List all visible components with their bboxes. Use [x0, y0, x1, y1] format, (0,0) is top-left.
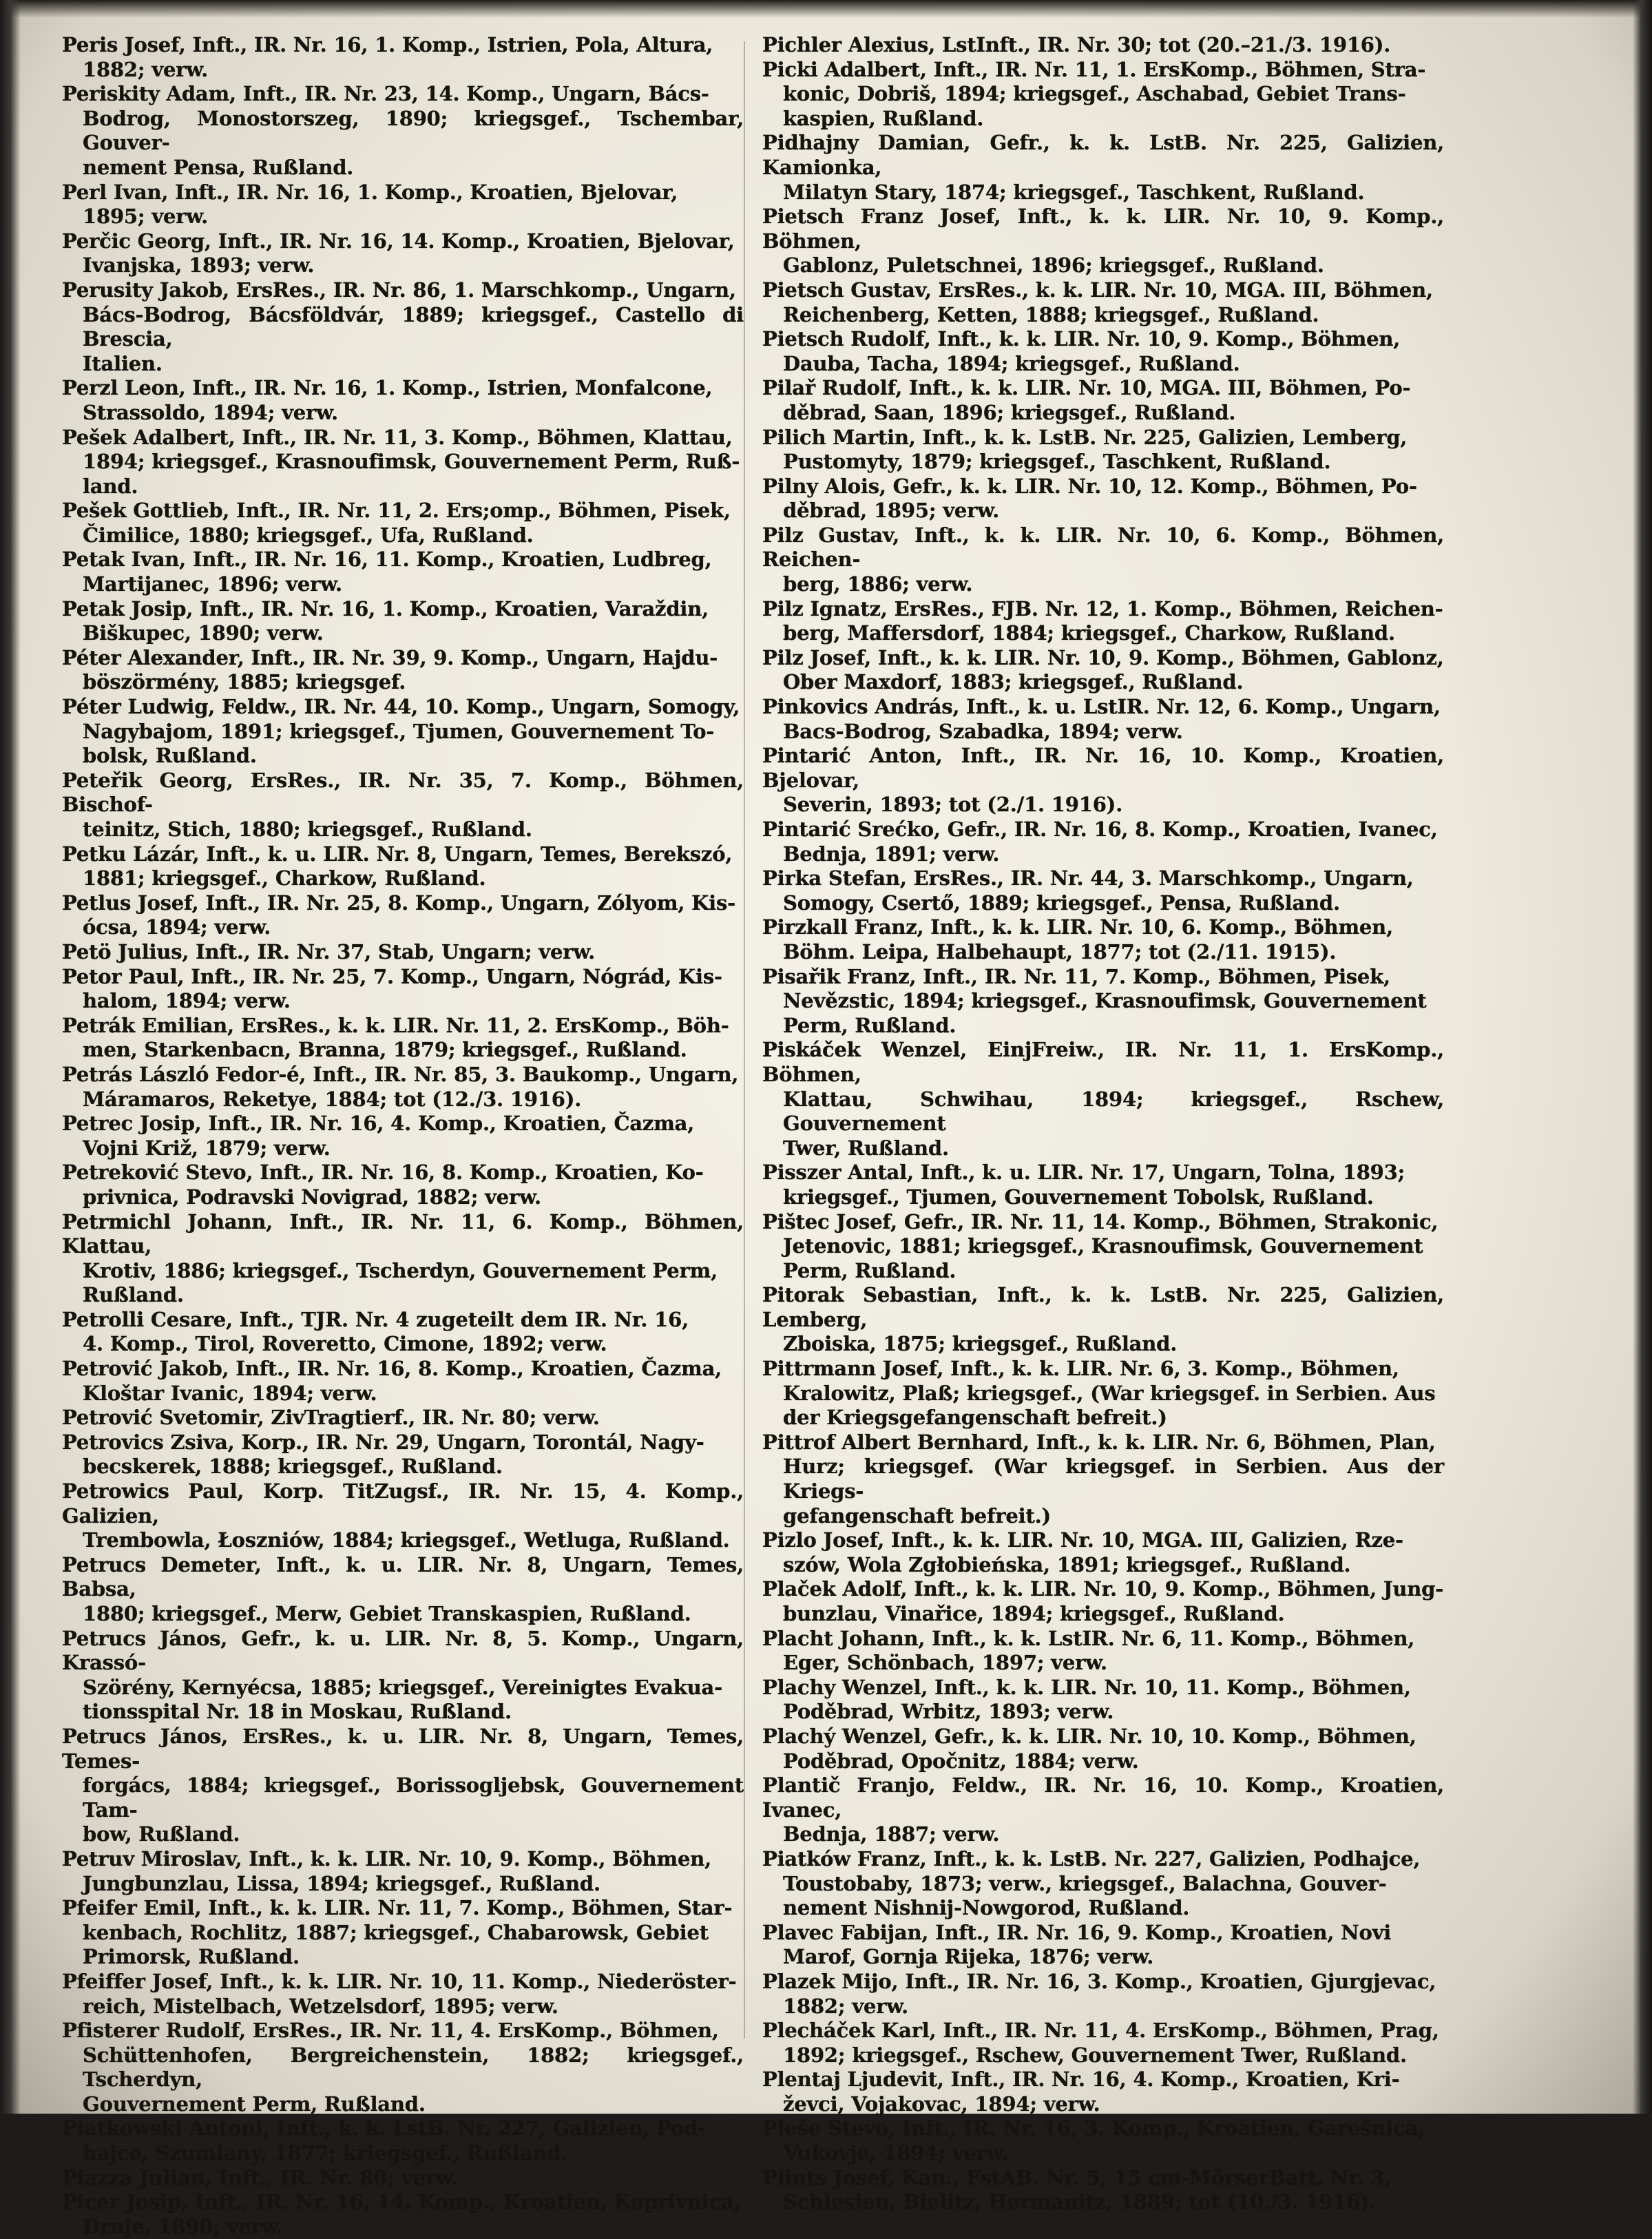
entry-first-line: Petrović Svetomir, ZivTragtierf., IR. Nr. 80; verw.	[62, 1406, 600, 1430]
register-entry	[62, 278, 744, 376]
entry-first-line: Pitorak Sebastian, Inft., k. k. LstB. Nr. 225, Galizien, Lemberg,	[762, 1283, 1444, 1331]
entry-continuation-line: Pustomyty, 1879; kriegsgef., Taschkent, Rußland.	[783, 450, 1331, 474]
entry-first-line: Petrás László Fedor-é, Inft., IR. Nr. 85, 3. Baukomp., Ungarn,	[62, 1062, 739, 1086]
entry-continuation-line: Biškupec, 1890; verw.	[83, 621, 324, 645]
entry-first-line: Pfeiffer Josef, Inft., k. k. LIR. Nr. 10, 11. Komp., Niederöster-	[62, 1969, 737, 1993]
entry-continuation-line: nement Pensa, Rußland.	[83, 155, 354, 179]
register-entry	[62, 695, 744, 769]
register-entry	[762, 2068, 1444, 2116]
entry-continuation-line: 1881; kriegsgef., Charkow, Rußland.	[83, 866, 486, 891]
entry-continuation-line: Szörény, Kernyécsa, 1885; kriegsgef., Vereinigtes Evakua-	[83, 1675, 722, 1699]
left-column	[62, 33, 744, 2238]
entry-continuation-line: Kloštar Ivanic, 1894; verw.	[83, 1381, 377, 1405]
top-edge-shadow	[0, 0, 1652, 18]
entry-first-line: Petrák Emilian, ErsRes., k. k. LIR. Nr. 11, 2. ErsKomp., Böh-	[62, 1013, 729, 1037]
register-entry	[62, 1406, 744, 1430]
entry-first-line: Plints Josef, Kan., FstAB. Nr. 5, 15 cm-MörserBatt. Nr. 3,	[762, 2165, 1392, 2189]
entry-first-line: Pietsch Rudolf, Inft., k. k. LIR. Nr. 10, 9. Komp., Böhmen,	[762, 327, 1401, 351]
entry-first-line: Peteřik Georg, ErsRes., IR. Nr. 35, 7. Komp., Böhmen, Bischof-	[62, 768, 744, 817]
register-entry	[62, 499, 744, 548]
entry-first-line: Pilař Rudolf, Inft., k. k. LIR. Nr. 10, MGA. III, Böhmen, Po-	[762, 376, 1411, 400]
entry-first-line: Piatkowski Antoni, Inft., k. k. LstB. Nr. 227, Galizien, Pod-	[62, 2116, 707, 2141]
register-entry	[62, 1160, 744, 1209]
entry-continuation-line: men, Starkenbacn, Branna, 1879; kriegsgef., Rußland.	[83, 1038, 687, 1062]
entry-first-line: Petrowics Paul, Korp. TitZugsf., IR. Nr. 15, 4. Komp., Galizien,	[62, 1479, 744, 1528]
register-entry	[762, 1921, 1444, 1970]
entry-continuation-line: děbrad, 1895; verw.	[783, 499, 999, 523]
entry-continuation-line: bolsk, Rußland.	[83, 744, 257, 768]
register-entry	[762, 1160, 1444, 1209]
entry-continuation-line: Máramaros, Reketye, 1884; tot (12./3. 1916).	[83, 1087, 582, 1111]
entry-continuation-line: Hurz; kriegsgef. (War kriegsgef. in Serbien. Aus der Kriegs-	[783, 1455, 1444, 1503]
entry-continuation-line: reich, Mistelbach, Wetzelsdorf, 1895; verw.	[83, 1994, 558, 2018]
register-entry	[762, 131, 1444, 205]
entry-continuation-line: Nagybajom, 1891; kriegsgef., Tjumen, Gouvernement To-	[83, 719, 715, 743]
entry-continuation-line: Ivanjska, 1893; verw.	[83, 253, 315, 278]
entry-continuation-line: Bács-Bodrog, Bácsföldvár, 1889; kriegsgef., Castello di Brescia,	[83, 302, 744, 351]
register-entry	[762, 866, 1444, 915]
register-entry	[62, 1627, 744, 1725]
register-entry	[62, 2190, 744, 2239]
register-entry	[762, 915, 1444, 964]
entry-first-line: Perzl Leon, Inft., IR. Nr. 16, 1. Komp., Istrien, Monfalcone,	[62, 376, 713, 400]
register-entry	[762, 205, 1444, 278]
entry-continuation-line: 1895; verw.	[83, 205, 209, 229]
register-entry	[762, 58, 1444, 132]
register-entry	[62, 965, 744, 1014]
entry-first-line: Plachý Wenzel, Gefr., k. k. LIR. Nr. 10, 10. Komp., Böhmen,	[762, 1724, 1416, 1748]
register-entry	[62, 1112, 744, 1160]
entry-continuation-line: Bodrog, Monostorszeg, 1890; kriegsgef., Tschembar, Gouver-	[83, 106, 744, 155]
entry-first-line: Petrucs Demeter, Inft., k. u. LIR. Nr. 8, Ungarn, Temes, Babsa,	[62, 1552, 744, 1601]
entry-continuation-line: halom, 1894; verw.	[83, 989, 291, 1013]
entry-first-line: Petku Lázár, Inft., k. u. LIR. Nr. 8, Ungarn, Temes, Berekszó,	[62, 842, 733, 866]
entry-first-line: Pilich Martin, Inft., k. k. LstB. Nr. 225, Galizien, Lemberg,	[762, 425, 1408, 449]
entry-first-line: Pešek Adalbert, Inft., IR. Nr. 11, 3. Komp., Böhmen, Klattau,	[62, 425, 733, 449]
register-entry	[762, 1725, 1444, 1773]
entry-first-line: Periskity Adam, Inft., IR. Nr. 23, 14. Komp., Ungarn, Bács-	[62, 82, 709, 106]
entry-first-line: Pilz Gustav, Inft., k. k. LIR. Nr. 10, 6. Komp., Böhmen, Reichen-	[762, 523, 1444, 572]
entry-first-line: Plantič Franjo, Feldw., IR. Nr. 16, 10. Komp., Kroatien, Ivanec,	[762, 1773, 1444, 1822]
entry-first-line: Pilz Josef, Inft., k. k. LIR. Nr. 10, 9. Komp., Böhmen, Gablonz,	[762, 645, 1444, 669]
entry-continuation-line: Krotiv, 1886; kriegsgef., Tscherdyn, Gouvernement Perm,	[83, 1258, 718, 1282]
register-entry	[762, 33, 1444, 58]
register-entry	[62, 1553, 744, 1627]
entry-continuation-line: kriegsgef., Tjumen, Gouvernement Tobolsk, Rußland.	[783, 1185, 1374, 1209]
register-entry	[762, 744, 1444, 818]
entry-first-line: Petak Ivan, Inft., IR. Nr. 16, 11. Komp., Kroatien, Ludbreg,	[62, 548, 712, 572]
entry-continuation-line: Klattau, Schwihau, 1894; kriegsgef., Rschew, Gouvernement	[783, 1087, 1444, 1136]
entry-first-line: Piatków Franz, Inft., k. k. LstB. Nr. 227, Galizien, Podhajce,	[762, 1846, 1421, 1871]
entry-first-line: Plaček Adolf, Inft., k. k. LIR. Nr. 10, 9. Komp., Böhmen, Jung-	[762, 1577, 1444, 1601]
register-entry	[762, 1528, 1444, 1577]
entry-first-line: Plazek Mijo, Inft., IR. Nr. 16, 3. Komp., Kroatien, Gjurgjevac,	[762, 1969, 1436, 1993]
entry-continuation-line: Kralowitz, Plaß; kriegsgef., (War kriegsgef. in Serbien. Aus	[783, 1381, 1436, 1405]
entry-continuation-line: nement Nishnij-Nowgorod, Rußland.	[783, 1896, 1190, 1920]
entry-continuation-line: Marof, Gornja Rijeka, 1876; verw.	[783, 1945, 1154, 1969]
right-edge-shadow	[1633, 0, 1652, 2114]
entry-first-line: Petrolli Cesare, Inft., TJR. Nr. 4 zugeteilt dem IR. Nr. 16,	[62, 1307, 689, 1331]
register-entry	[62, 2166, 744, 2191]
entry-continuation-line: tionsspital Nr. 18 in Moskau, Rußland.	[83, 1700, 512, 1724]
register-entry	[62, 2019, 744, 2116]
entry-first-line: Pintarić Srećko, Gefr., IR. Nr. 16, 8. Komp., Kroatien, Ivanec,	[762, 818, 1438, 841]
register-entry	[762, 475, 1444, 523]
register-entry	[762, 2166, 1444, 2215]
entry-continuation-line: Böhm. Leipa, Halbehaupt, 1877; tot (2./11. 1915).	[783, 939, 1337, 964]
entry-continuation-line: ževci, Vojakovac, 1894; verw.	[783, 2092, 1100, 2116]
register-entry	[62, 1896, 744, 1970]
entry-first-line: Péter Alexander, Inft., IR. Nr. 39, 9. Komp., Ungarn, Hajdu-	[62, 645, 718, 669]
entry-first-line: Petrec Josip, Inft., IR. Nr. 16, 4. Komp., Kroatien, Čazma,	[62, 1112, 695, 1136]
entry-first-line: Plachy Wenzel, Inft., k. k. LIR. Nr. 10, 11. Komp., Böhmen,	[762, 1675, 1411, 1699]
register-entry	[762, 818, 1444, 866]
entry-continuation-line: 1882; verw.	[783, 1994, 909, 2018]
entry-first-line: Perl Ivan, Inft., IR. Nr. 16, 1. Komp., Kroatien, Bjelovar,	[62, 180, 678, 204]
entry-continuation-line: Vojni Križ, 1879; verw.	[83, 1136, 331, 1160]
entry-continuation-line: Reichenberg, Ketten, 1888; kriegsgef., Rußland.	[783, 302, 1319, 326]
entry-first-line: Petrović Jakob, Inft., IR. Nr. 16, 8. Komp., Kroatien, Čazma,	[62, 1357, 722, 1381]
entry-continuation-line: Poděbrad, Wrbitz, 1893; verw.	[783, 1700, 1114, 1724]
entry-first-line: Péter Ludwig, Feldw., IR. Nr. 44, 10. Komp., Ungarn, Somogy,	[62, 695, 740, 719]
entry-first-line: Piazza Julian, Inft., IR. Nr. 80; verw.	[62, 2165, 458, 2189]
entry-first-line: Picki Adalbert, Inft., IR. Nr. 11, 1. ErsKomp., Böhmen, Stra-	[762, 57, 1426, 81]
register-entry	[762, 1773, 1444, 1847]
entry-continuation-line: Italien.	[83, 351, 163, 375]
entry-first-line: Petrovics Zsiva, Korp., IR. Nr. 29, Ungarn, Torontál, Nagy-	[62, 1430, 704, 1454]
entry-continuation-line: szów, Wola Zgłobieńska, 1891; kriegsgef., Rußland.	[783, 1552, 1351, 1576]
entry-continuation-line: děbrad, Saan, 1896; kriegsgef., Rußland.	[783, 400, 1236, 424]
entry-continuation-line: Rußland.	[83, 1283, 184, 1307]
register-entry	[62, 1014, 744, 1063]
entry-continuation-line: Jetenovic, 1881; kriegsgef., Krasnoufimsk, Gouvernement	[783, 1234, 1423, 1258]
entry-first-line: Petreković Stevo, Inft., IR. Nr. 16, 8. Komp., Kroatien, Ko-	[62, 1160, 704, 1185]
entry-continuation-line: Severin, 1893; tot (2./1. 1916).	[783, 793, 1123, 817]
register-entry	[762, 1577, 1444, 1626]
entry-continuation-line: land.	[83, 474, 138, 498]
entry-first-line: Pietsch Gustav, ErsRes., k. k. LIR. Nr. 10, MGA. III, Böhmen,	[762, 278, 1433, 302]
register-entry	[62, 1970, 744, 2019]
entry-continuation-line: berg, Maffersdorf, 1884; kriegsgef., Charkow, Rußland.	[783, 621, 1395, 645]
entry-continuation-line: Bednja, 1891; verw.	[783, 842, 1000, 866]
entry-continuation-line: Čimilice, 1880; kriegsgef., Ufa, Rußland.	[83, 523, 534, 547]
register-entry	[762, 1970, 1444, 2019]
register-entry	[62, 1063, 744, 1112]
entry-first-line: Pisszer Antal, Inft., k. u. LIR. Nr. 17, Ungarn, Tolna, 1893;	[762, 1160, 1405, 1185]
register-entry	[762, 2116, 1444, 2165]
entry-continuation-line: 1880; kriegsgef., Merw, Gebiet Transkaspien, Rußland.	[83, 1602, 691, 1625]
entry-continuation-line: gefangenschaft befreit.)	[783, 1503, 1052, 1528]
register-entry	[62, 1479, 744, 1553]
register-entry	[62, 548, 744, 596]
entry-first-line: Plavec Fabijan, Inft., IR. Nr. 16, 9. Komp., Kroatien, Novi	[762, 1920, 1392, 1944]
entry-first-line: Pilny Alois, Gefr., k. k. LIR. Nr. 10, 12. Komp., Böhmen, Po-	[762, 474, 1417, 498]
entry-continuation-line: Perm, Rußland.	[783, 1258, 956, 1282]
entry-continuation-line: hajce, Szumlany, 1877; kriegsgef., Rußland.	[83, 2141, 568, 2165]
entry-first-line: Petrucs János, ErsRes., k. u. LIR. Nr. 8, Ungarn, Temes, Temes-	[62, 1724, 744, 1773]
entry-first-line: Pilz Ignatz, ErsRes., FJB. Nr. 12, 1. Komp., Böhmen, Reichen-	[762, 596, 1443, 621]
entry-continuation-line: Somogy, Csertő, 1889; kriegsgef., Pensa, Rußland.	[783, 891, 1340, 915]
entry-continuation-line: Toustobaby, 1873; verw., kriegsgef., Balachna, Gouver-	[783, 1871, 1387, 1895]
register-entry	[62, 769, 744, 842]
register-entry	[762, 1676, 1444, 1725]
entry-continuation-line: Strassoldo, 1894; verw.	[83, 400, 338, 424]
entry-continuation-line: Trembowla, Łoszniów, 1884; kriegsgef., Wetluga, Rußland.	[83, 1528, 730, 1552]
entry-first-line: Petlus Josef, Inft., IR. Nr. 25, 8. Komp., Ungarn, Zólyom, Kis-	[62, 891, 735, 915]
entry-first-line: Pinkovics András, Inft., k. u. LstIR. Nr. 12, 6. Komp., Ungarn,	[762, 695, 1441, 719]
entry-continuation-line: Bacs-Bodrog, Szabadka, 1894; verw.	[783, 719, 1183, 743]
entry-first-line: Pidhajny Damian, Gefr., k. k. LstB. Nr. 225, Galizien, Kamionka,	[762, 131, 1444, 179]
register-entry	[62, 1725, 744, 1847]
entry-first-line: Petor Paul, Inft., IR. Nr. 25, 7. Komp., Ungarn, Nógrád, Kis-	[62, 964, 722, 988]
entry-continuation-line: Schüttenhofen, Bergreichenstein, 1882; kriegsgef., Tscherdyn,	[83, 2043, 744, 2092]
register-entry	[62, 597, 744, 646]
entry-first-line: Pizlo Josef, Inft., k. k. LIR. Nr. 10, MGA. III, Galizien, Rze-	[762, 1528, 1403, 1552]
entry-continuation-line: Milatyn Stary, 1874; kriegsgef., Taschkent, Rußland.	[783, 180, 1365, 204]
register-entry	[762, 646, 1444, 695]
entry-continuation-line: Perm, Rußland.	[783, 1013, 956, 1037]
register-entry	[62, 229, 744, 278]
entry-continuation-line: kenbach, Rochlitz, 1887; kriegsgef., Chabarowsk, Gebiet	[83, 1920, 709, 1944]
register-entry	[762, 1430, 1444, 1528]
entry-continuation-line: Martijanec, 1896; verw.	[83, 572, 342, 596]
entry-first-line: Petrucs János, Gefr., k. u. LIR. Nr. 8, 5. Komp., Ungarn, Krassó-	[62, 1626, 744, 1675]
entry-continuation-line: Bednja, 1887; verw.	[783, 1822, 1000, 1846]
entry-first-line: Pintarić Anton, Inft., IR. Nr. 16, 10. Komp., Kroatien, Bjelovar,	[762, 744, 1444, 792]
entry-first-line: Pirka Stefan, ErsRes., IR. Nr. 44, 3. Marschkomp., Ungarn,	[762, 866, 1414, 891]
register-entry	[62, 940, 744, 965]
entry-continuation-line: Jungbunzlau, Lissa, 1894; kriegsgef., Rußland.	[83, 1871, 600, 1895]
entry-first-line: Pichler Alexius, LstInft., IR. Nr. 30; tot (20.–21./3. 1916).	[762, 33, 1391, 56]
register-entry	[762, 1357, 1444, 1430]
entry-first-line: Perusity Jakob, ErsRes., IR. Nr. 86, 1. Marschkomp., Ungarn,	[62, 278, 736, 302]
entry-continuation-line: Vukovje, 1894; verw.	[783, 2141, 1009, 2165]
entry-first-line: Pleše Stevo, Inft., IR. Nr. 16, 3. Komp., Kroatien, Garešnica,	[762, 2116, 1425, 2141]
entry-continuation-line: Eger, Schönbach, 1897; verw.	[783, 1651, 1107, 1675]
register-entry	[62, 1210, 744, 1308]
entry-first-line: Placht Johann, Inft., k. k. LstIR. Nr. 6, 11. Komp., Böhmen,	[762, 1626, 1415, 1650]
register-entry	[62, 1847, 744, 1896]
entry-continuation-line: privnica, Podravski Novigrad, 1882; verw.	[83, 1185, 541, 1209]
entry-continuation-line: Zboiska, 1875; kriegsgef., Rußland.	[783, 1332, 1178, 1356]
entry-first-line: Plentaj Ljudevit, Inft., IR. Nr. 16, 4. Komp., Kroatien, Kri-	[762, 2068, 1400, 2092]
entry-continuation-line: berg, 1886; verw.	[783, 572, 973, 596]
entry-continuation-line: Dauba, Tacha, 1894; kriegsgef., Rußland.	[783, 351, 1240, 375]
register-entry	[62, 1357, 744, 1406]
entry-first-line: Petö Julius, Inft., IR. Nr. 37, Stab, Ungarn; verw.	[62, 939, 596, 964]
register-entry	[762, 1627, 1444, 1676]
right-column	[762, 33, 1444, 2214]
entry-first-line: Plecháček Karl, Inft., IR. Nr. 11, 4. ErsKomp., Böhmen, Prag,	[762, 2019, 1439, 2043]
register-entry	[762, 1210, 1444, 1284]
entry-first-line: Petak Josip, Inft., IR. Nr. 16, 1. Komp., Kroatien, Varaždin,	[62, 596, 709, 621]
entry-continuation-line: Gablonz, Puletschnei, 1896; kriegsgef., Rußland.	[783, 253, 1324, 278]
entry-first-line: Petrmichl Johann, Inft., IR. Nr. 11, 6. Komp., Böhmen, Klattau,	[62, 1209, 744, 1258]
entry-continuation-line: 1882; verw.	[83, 57, 209, 81]
register-entry	[762, 2019, 1444, 2068]
entry-continuation-line: kaspien, Rußland.	[783, 106, 984, 130]
entry-continuation-line: teinitz, Stich, 1880; kriegsgef., Rußland.	[83, 818, 532, 841]
entry-continuation-line: forgács, 1884; kriegsgef., Borissoglјebsk, Gouvernement Tam-	[83, 1773, 744, 1822]
entry-continuation-line: Primorsk, Rußland.	[83, 1945, 300, 1969]
entry-first-line: Pešek Gottlieb, Inft., IR. Nr. 11, 2. Ers;omp., Böhmen, Pisek,	[62, 499, 731, 523]
register-entry	[762, 523, 1444, 597]
entry-continuation-line: böszörmény, 1885; kriegsgef.	[83, 670, 406, 694]
register-entry	[62, 1308, 744, 1357]
register-entry	[762, 327, 1444, 376]
register-entry	[62, 842, 744, 891]
entry-continuation-line: Gouvernement Perm, Rußland.	[83, 2092, 426, 2116]
register-entry	[62, 82, 744, 180]
entry-first-line: Pfeifer Emil, Inft., k. k. LIR. Nr. 11, 7. Komp., Böhmen, Star-	[62, 1896, 733, 1920]
entry-continuation-line: 1894; kriegsgef., Krasnoufimsk, Gouvernement Perm, Ruß-	[83, 450, 740, 474]
entry-continuation-line: Schlesien, Bielitz, Hermanitz, 1889; tot (10./3. 1916).	[783, 2190, 1377, 2214]
entry-continuation-line: 1892; kriegsgef., Rschew, Gouvernement Twer, Rußland.	[783, 2043, 1407, 2067]
entry-first-line: Pittrmann Josef, Inft., k. k. LIR. Nr. 6, 3. Komp., Böhmen,	[762, 1357, 1399, 1381]
entry-continuation-line: der Kriegsgefangenschaft befreit.)	[783, 1406, 1167, 1430]
entry-continuation-line: Poděbrad, Opočnitz, 1884; verw.	[783, 1749, 1139, 1773]
entry-first-line: Picer Josip, Inft., IR. Nr. 16, 14. Komp., Kroatien, Koprivnica,	[62, 2190, 741, 2214]
register-entry	[62, 1430, 744, 1479]
register-entry	[62, 646, 744, 695]
register-entry	[762, 1847, 1444, 1921]
register-entry	[762, 376, 1444, 425]
register-entry	[762, 278, 1444, 327]
register-entry	[762, 426, 1444, 475]
entry-continuation-line: bow, Rußland.	[83, 1822, 240, 1846]
register-entry	[62, 891, 744, 940]
register-entry	[762, 597, 1444, 646]
entry-continuation-line: Ober Maxdorf, 1883; kriegsgef., Rußland.	[783, 670, 1244, 694]
register-entry	[62, 180, 744, 229]
left-edge-shadow	[0, 0, 21, 2114]
register-entry	[62, 426, 744, 499]
entry-continuation-line: Drnje, 1890; verw.	[83, 2214, 284, 2238]
entry-continuation-line: becskerek, 1888; kriegsgef., Rußland.	[83, 1455, 503, 1479]
entry-first-line: Pfisterer Rudolf, ErsRes., IR. Nr. 11, 4. ErsKomp., Böhmen,	[62, 2019, 719, 2043]
entry-continuation-line: 4. Komp., Tirol, Roveretto, Cimone, 1892; verw.	[83, 1332, 607, 1356]
entry-first-line: Pisařik Franz, Inft., IR. Nr. 11, 7. Komp., Böhmen, Pisek,	[762, 964, 1390, 988]
entry-first-line: Peris Josef, Inft., IR. Nr. 16, 1. Komp., Istrien, Pola, Altura,	[62, 33, 713, 56]
entry-first-line: Petruv Miroslav, Inft., k. k. LIR. Nr. 10, 9. Komp., Böhmen,	[62, 1846, 712, 1871]
column-divider	[744, 41, 745, 2039]
register-entry	[762, 1038, 1444, 1160]
register-entry	[762, 695, 1444, 744]
entry-continuation-line: bunzlau, Vinařice, 1894; kriegsgef., Rußland.	[783, 1602, 1285, 1625]
entry-continuation-line: ócsa, 1894; verw.	[83, 915, 271, 939]
entry-first-line: Pirzkall Franz, Inft., k. k. LIR. Nr. 10, 6. Komp., Böhmen,	[762, 915, 1393, 939]
entry-first-line: Piskáček Wenzel, EinjFreiw., IR. Nr. 11, 1. ErsKomp., Böhmen,	[762, 1038, 1444, 1086]
entry-continuation-line: Twer, Rußland.	[783, 1136, 949, 1160]
entry-first-line: Pittrof Albert Bernhard, Inft., k. k. LIR. Nr. 6, Böhmen, Plan,	[762, 1430, 1436, 1454]
entry-first-line: Perčic Georg, Inft., IR. Nr. 16, 14. Komp., Kroatien, Bjelovar,	[62, 229, 735, 253]
entry-continuation-line: Nevězstic, 1894; kriegsgef., Krasnoufimsk, Gouvernement	[783, 989, 1427, 1013]
register-entry	[762, 965, 1444, 1039]
register-entry	[62, 376, 744, 425]
register-entry	[62, 33, 744, 82]
entry-continuation-line: konic, Dobriš, 1894; kriegsgef., Aschabad, Gebiet Trans-	[783, 82, 1406, 106]
entry-first-line: Pietsch Franz Josef, Inft., k. k. LIR. Nr. 10, 9. Komp., Böhmen,	[762, 205, 1444, 253]
register-entry	[62, 2116, 744, 2165]
entry-first-line: Pištec Josef, Gefr., IR. Nr. 11, 14. Komp., Böhmen, Strakonic,	[762, 1209, 1439, 1233]
register-entry	[762, 1283, 1444, 1357]
